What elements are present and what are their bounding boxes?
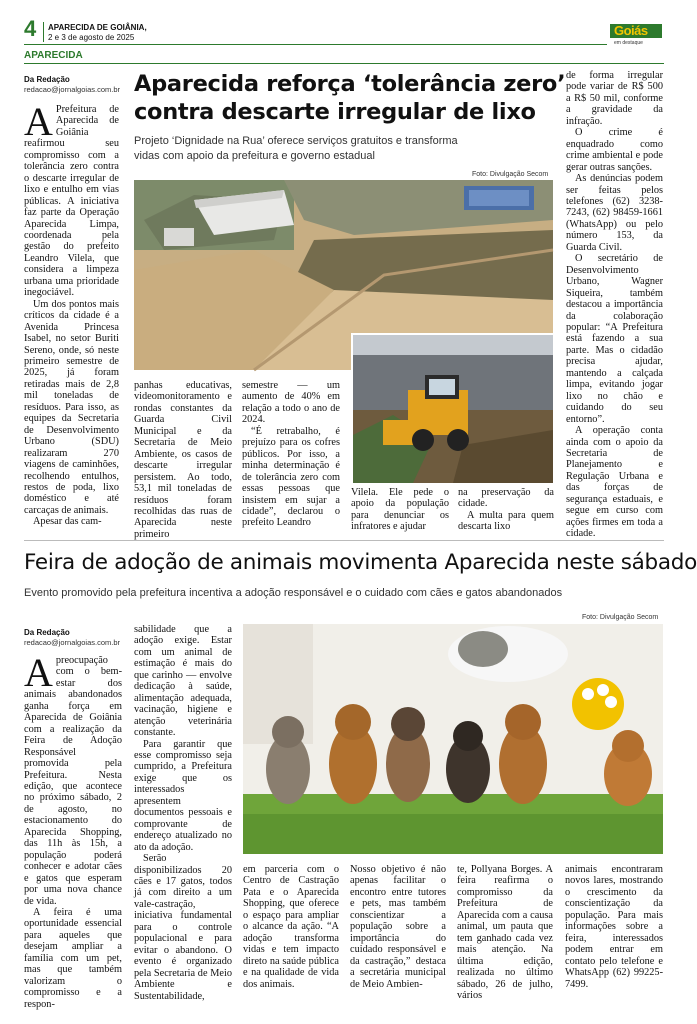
article1-column5 bbox=[458, 487, 554, 531]
article1-column3 bbox=[242, 380, 340, 530]
article2-byline-name: Da Redação bbox=[24, 628, 70, 637]
logo-sub-text: em destaque bbox=[614, 40, 643, 46]
article1-col1-p1: Prefeitura de Aparecida de Goiânia reafirmou seu compromisso com a tolerância zero contra o descarte irregular de lixo e entulho em vias públicas. A iniciativa faz parte da Operação Aparecida Limpa, coordenada pela gestão do prefeito Leandro Vilela, que considera a limpeza urbana uma prioridade inegociável. bbox=[24, 104, 119, 299]
article2-col5-p1: te, Pollyana Borges. A feira reafirma o compromisso da Prefeitura de Aparecida com a causa animal, um pauta que tem ganhado cada vez mais atenção. Na última edição, realizada no último sábado, 26 de julho, vários bbox=[457, 864, 553, 1001]
article2-title: Feira de adoção de animais movimenta Aparecida neste sábado bbox=[24, 550, 697, 575]
article1-subtitle-line1: Projeto ‘Dignidade na Rua’ oferece serviços gratuitos e transforma bbox=[134, 135, 458, 147]
article2-col4-p1: Nosso objetivo é não apenas facilitar o encontro entre tutores e pets, mas também conscientizar a população sobre a importância do cuidado responsável e da castração,” destaca a secretária municipal de Meio Ambien- bbox=[350, 864, 446, 990]
article1-col6-p3: As denúncias podem ser feitas pelos telefones (62) 3238-7243, (62) 98459-1661 (WhatsApp) ou pelo número 153, da Guarda Civil. bbox=[566, 173, 663, 253]
article2-col2-p3: Serão disponibilizados 20 cães e 17 gatos, todos já com direito a um vale-castração, iniciativa fundamental para o controle populacional e para evitar o abandono. O evento é organizado pela Secretaria de Meio Ambiente e Sustentabilidade, bbox=[134, 853, 232, 1002]
article2-col3-p1: em parceria com o Centro de Castração Pata e o Aparecida Shopping, que oferece o espaço para ampliar o alcance da ação. “A adoção transforma vidas e tem impacto direto na saúde pública e na qualidade de vida dos animais. bbox=[243, 864, 339, 990]
article1-photo-credit: Foto: Divulgação Secom bbox=[472, 171, 549, 178]
article2-column2 bbox=[134, 624, 232, 1010]
header-date: 2 e 3 de agosto de 2025 bbox=[48, 33, 135, 42]
article1-dropcap: A bbox=[24, 99, 53, 144]
article1-subtitle-line2: vidas com apoio da prefeitura e governo estadual bbox=[134, 150, 375, 162]
article1-photo-bulldozer bbox=[351, 333, 555, 485]
article2-column6 bbox=[565, 864, 663, 1010]
article1-col6-p2: O crime é enquadrado como crime ambiental e pode gerar outras sanções. bbox=[566, 127, 663, 173]
article2-col2-p2: Para garantir que esse compromisso seja cumprido, a Prefeitura exige que os interessados apresentem documentos pessoais e comprovante de endereço atualizado no ato da adoção. bbox=[134, 738, 232, 853]
header-divider-vertical bbox=[43, 22, 44, 42]
logo-main-text: Goiás bbox=[614, 23, 648, 38]
article1-col2-p1: panhas educativas, videomonitoramento e rondas constantes da Guarda Civil Municipal e da Secretaria de Meio Ambiente, os casos de descarte irregular persistem. Ao todo, 53,1 mil toneladas de resíduos foram recolhidas das ruas de Aparecida neste primeiro bbox=[134, 380, 232, 540]
page-number: 4 bbox=[24, 16, 37, 41]
article1-col6-p1: de forma irregular pode variar de R$ 500 a R$ 50 mil, conforme a gravidade da infração. bbox=[566, 70, 663, 127]
article2-column1 bbox=[24, 650, 122, 1010]
article1-col1-p2: Um dos pontos mais críticos da cidade é a Avenida Princesa Isabel, no setor Buriti Sereno, onde, só neste primeiro semestre de 2025, já foram retiradas mais de 2,8 mil toneladas de resíduos. Para isso, as equipes da Secretaria de Desenvolvimento Urbano (SDU) realizaram 270 viagens de caminhões, recolhendo entulhos, restos de poda, lixo doméstico e até carcaças de animais. bbox=[24, 298, 119, 516]
newspaper-logo bbox=[610, 20, 662, 48]
article1-col6-p5: A operação conta ainda com o apoio da Secretaria de Planejamento e Regulação Urbana e das forças de segurança estaduais, e segue em curso com ações firmes em toda a cidade. bbox=[566, 425, 663, 540]
article1-title-line1: Aparecida reforça ‘tolerância zero’ bbox=[134, 71, 566, 97]
header-rule bbox=[24, 44, 607, 45]
puppies-illustration bbox=[243, 624, 663, 854]
article2-column5 bbox=[457, 864, 553, 1010]
article2-photo-credit: Foto: Divulgação Secom bbox=[582, 614, 659, 621]
article1-title-line2: contra descarte irregular de lixo bbox=[134, 99, 536, 125]
article2-col6-p1: animais encontraram novos lares, mostrando o crescimento da conscientização da população. Para mais informações sobre a feira, interessados podem entrar em contato pelo telefone e WhatsApp (62) 99225-7499. bbox=[565, 864, 663, 990]
article1-column2 bbox=[134, 380, 232, 540]
article1-col3-p2: “É retrabalho, é prejuízo para os cofres públicos. Por isso, a minha determinação é de tolerância zero com essas pessoas que insistem em sujar a cidade”, declarou o prefeito Leandro bbox=[242, 425, 340, 529]
article1-column4 bbox=[351, 487, 449, 531]
article1-byline-name: Da Redação bbox=[24, 75, 70, 84]
section-label: APARECIDA bbox=[24, 50, 83, 61]
article1-col4-p1: Vilela. Ele pede o apoio da população para denunciar os infratores e ajudar bbox=[351, 487, 449, 533]
bulldozer-illustration bbox=[353, 335, 553, 483]
header-city: APARECIDA DE GOIÂNIA, bbox=[48, 23, 147, 32]
article2-rule bbox=[24, 540, 664, 541]
article1-col6-p4: O secretário de Desenvolvimento Urbano, Wagner Siqueira, também destacou a importância da colaboração popular: “A Prefeitura está fazendo a sua parte. Mas o cidadão precisa ajudar, mantendo a calçada limpa, evitando jogar lixo no chão e cuidando do seu entorno”. bbox=[566, 253, 663, 425]
article1-col5-p2: A multa para quem descarta lixo bbox=[458, 509, 554, 533]
article2-col1-p2: A feira é uma oportunidade essencial para aqueles que desejam ampliar a família com um pet, mas que também valorizam o compromisso e a respon- bbox=[24, 906, 122, 1010]
article1-col5-p1: na preservação da cidade. bbox=[458, 487, 554, 510]
article1-column1 bbox=[24, 99, 119, 528]
article2-col1-p1: preocupação com o bem-estar dos animais abandonados ganha força em Aparecida de Goiânia com a realização da Feira de Adoção Responsável promovida pela Prefeitura. Nesta edição, que acontece no próximo sábado, 2 de agosto, no estacionamento do Aparecida Shopping, das 11h às 15h, a população poderá conhecer e adotar cães e gatos que esperam por uma nova chance de vida. bbox=[24, 655, 122, 907]
article2-subtitle: Evento promovido pela prefeitura incentiva a adoção responsável e o cuidado com cães e gatos abandonados bbox=[24, 587, 563, 599]
article2-dropcap: A bbox=[24, 650, 53, 695]
article2-byline-email: redacao@jornalgoias.com.br bbox=[24, 638, 120, 647]
section-rule bbox=[24, 63, 664, 64]
article1-column6 bbox=[566, 70, 663, 540]
article2-column4 bbox=[350, 864, 446, 1010]
article2-photo-puppies bbox=[243, 624, 663, 854]
article1-byline-email: redacao@jornalgoias.com.br bbox=[24, 85, 120, 94]
article1-col3-p1: semestre — um aumento de 40% em relação a todo o ano de 2024. bbox=[242, 380, 340, 426]
article2-column3 bbox=[243, 864, 339, 1010]
article1-col1-p3: Apesar das cam- bbox=[33, 516, 102, 528]
article2-col2-p1: sabilidade que a adoção exige. Estar com um animal de estimação é mais do que carinho — envolve dedicação à saúde, alimentação adequada, vacinação, higiene e atenção veterinária constante. bbox=[134, 624, 232, 739]
